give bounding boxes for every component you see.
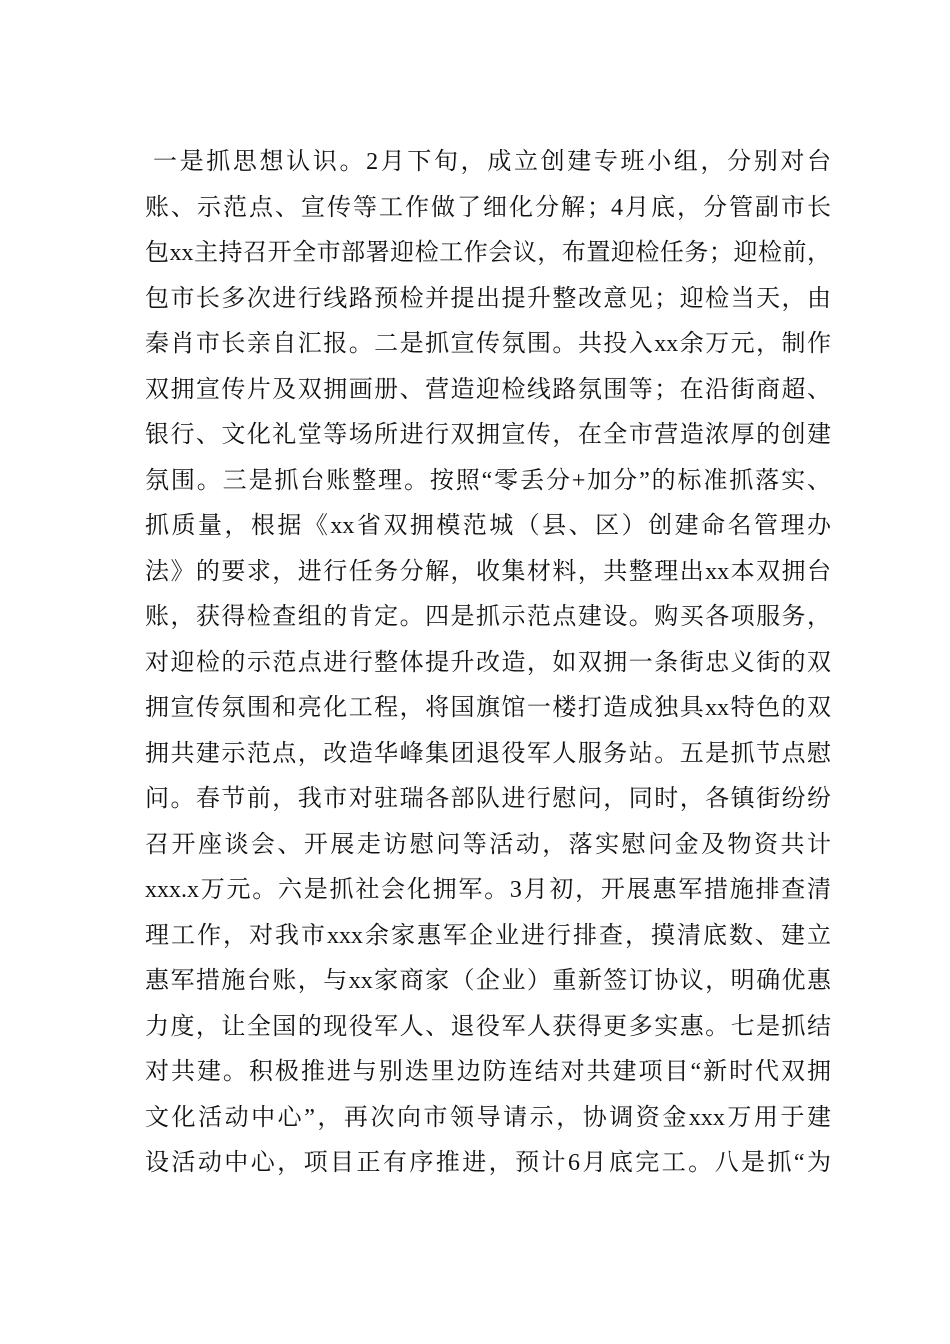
text-line: 账，获得检查组的肯定。四是抓示范点建设。购买各项服务，	[145, 604, 831, 630]
text-line: 力度，让全国的现役军人、退役军人获得更多实惠。七是抓结	[145, 1013, 831, 1040]
text-line: 包市长多次进行线路预检并提出提升整改意见；迎检当天，由	[145, 285, 831, 312]
text-line: 一是抓思想认识。2月下旬，成立创建专班小组，分别对台	[153, 149, 831, 175]
body-paragraph	[145, 140, 831, 1187]
text-line: 问。春节前，我市对驻瑞各部队进行慰问，同时，各镇街纷纷	[145, 786, 831, 812]
text-line: 拥共建示范点，改造华峰集团退役军人服务站。五是抓节点慰	[145, 740, 831, 767]
text-line: 惠军措施台账，与xx家商家（企业）重新签订协议，明确优惠	[145, 968, 831, 994]
text-line: 对迎检的示范点进行整体提升改造，如双拥一条街忠义街的双	[145, 649, 831, 676]
text-line: 设活动中心，项目正有序推进，预计6月底完工。八是抓“为	[145, 1150, 831, 1176]
text-line: 理工作，对我市xxx余家惠军企业进行排查，摸清底数、建立	[145, 922, 831, 949]
text-line: 对共建。积极推进与别迭里边防连结对共建项目“新时代双拥	[145, 1059, 831, 1085]
text-line: 包xx主持召开全市部署迎检工作会议，布置迎检任务；迎检前，	[145, 240, 831, 266]
text-line: xxx.x万元。六是抓社会化拥军。3月初，开展惠军措施排查清	[145, 877, 831, 903]
text-line: 氛围。三是抓台账整理。按照“零丢分+加分”的标准抓落实、	[145, 467, 831, 494]
text-line: 双拥宣传片及双拥画册、营造迎检线路氛围等；在沿街商超、	[145, 376, 831, 403]
text-line: 秦肖市长亲自汇报。二是抓宣传氛围。共投入xx余万元，制作	[145, 331, 831, 357]
text-line: 文化活动中心”，再次向市领导请示，协调资金xxx万用于建	[145, 1104, 831, 1131]
text-line: 银行、文化礼堂等场所进行双拥宣传，在全市营造浓厚的创建	[145, 422, 831, 448]
text-line: 召开座谈会、开展走访慰问等活动，落实慰问金及物资共计	[145, 831, 831, 858]
text-line: 抓质量，根据《xx省双拥模范城（县、区）创建命名管理办	[145, 513, 831, 539]
text-line: 拥宣传氛围和亮化工程，将国旗馆一楼打造成独具xx特色的双	[145, 695, 831, 721]
text-line: 账、示范点、宣传等工作做了细化分解；4月底，分管副市长	[145, 194, 831, 221]
text-line: 法》的要求，进行任务分解，收集材料，共整理出xx本双拥台	[145, 558, 831, 585]
